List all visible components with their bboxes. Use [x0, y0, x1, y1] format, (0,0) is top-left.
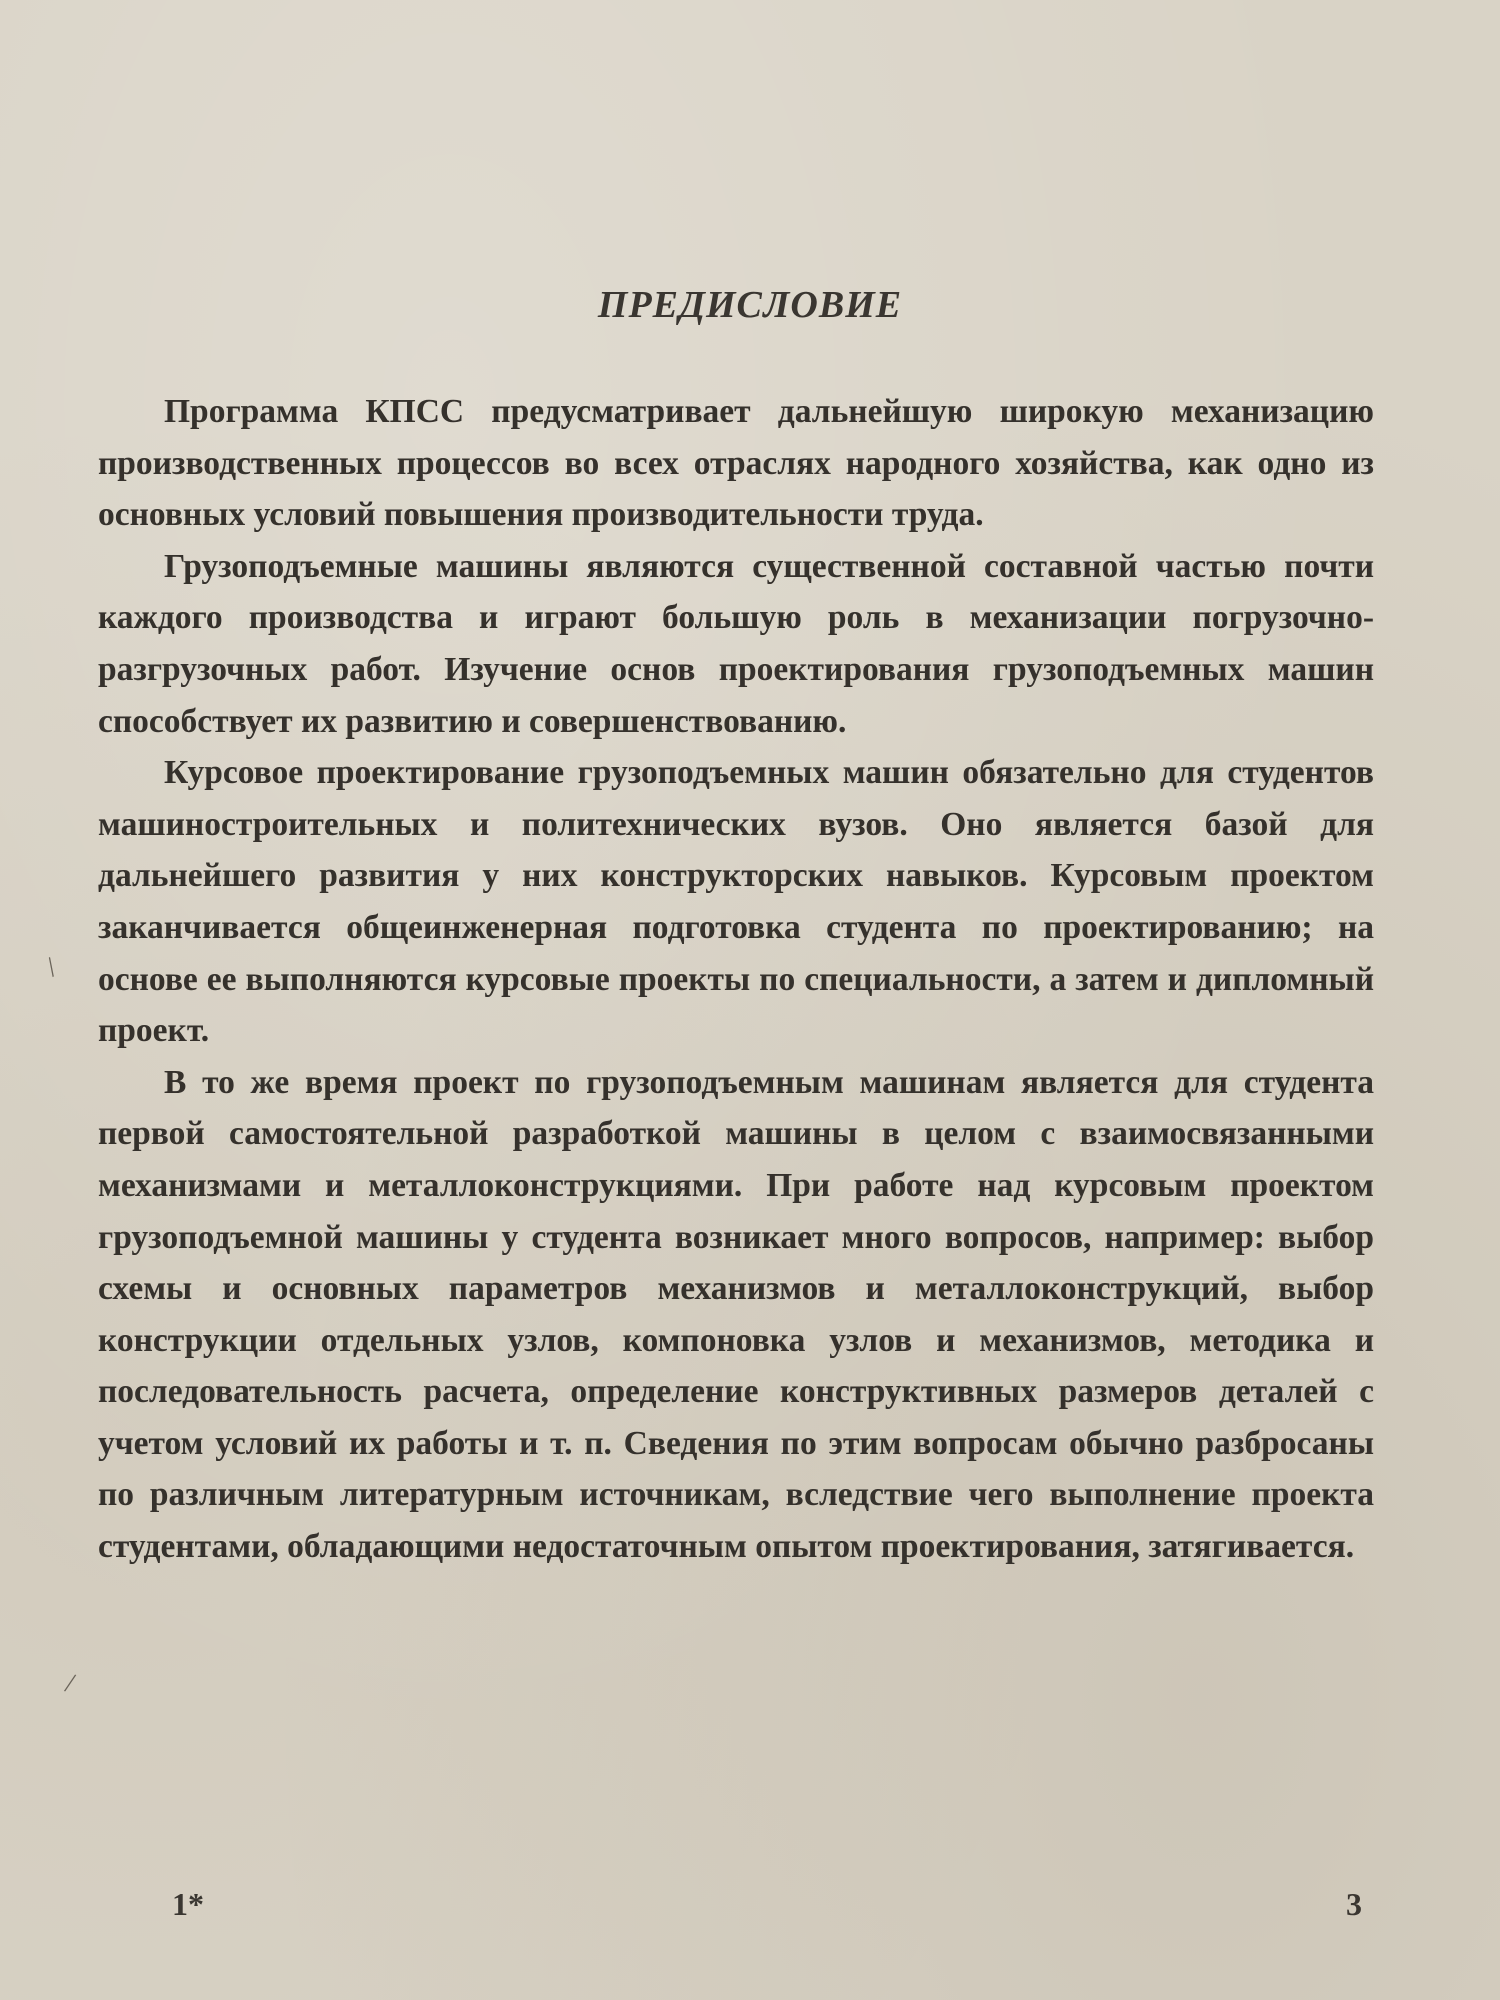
paragraph-4: В то же время проект по грузоподъемным машинам является для студента первой самостоятельной разработкой машины в целом с взаимосвязанными механизмами и металлоконструкциями. При работе над курсовым проектом грузоподъемной машины у студента возникает много вопросов, например: выбор схемы и основных параметров механизмов и металлоконструкций, выбор конструкции отдельных узлов, компоновка узлов и механизмов, методика и последовательность расчета, определение конструктивных размеров деталей с учетом условий их работы и т. п. Сведения по этим вопросам обычно разбросаны по различным литературным источникам, вследствие чего выполнение проекта студентами, обладающими недостаточным опытом проектирования, затягивается.	[98, 1063, 1374, 1566]
pencil-tick-mark: /	[62, 1667, 78, 1700]
signature-mark: 1*	[172, 1886, 204, 1922]
paragraph-1: Программа КПСС предусматривает дальнейшую широкую механизацию производственных процессов во всех отраслях народного хозяйства, как одно из основных условий повышения производительности труда.	[98, 393, 1374, 534]
paragraph-2: Грузоподъемные машины являются существенной составной частью почти каждого производства и играют большую роль в механизации погрузочно-разгрузочных работ. Изучение основ проектирования грузоподъемных машин способствует их развитию и совершенствованию.	[98, 547, 1374, 740]
page-number: 3	[1346, 1886, 1362, 1922]
pencil-tick-mark: /	[40, 952, 63, 983]
body-text	[98, 386, 1374, 1573]
paragraph-3: Курсовое проектирование грузоподъемных машин обязательно для студентов машиностроительных и политехнических вузов. Оно является базой для дальнейшего развития у них конструкторских навыков. Курсовым проектом заканчивается общеинженерная подготовка студента по проектированию; на основе ее выполняются курсовые проекты по специальности, а затем и дипломный проект.	[98, 754, 1374, 1050]
page-heading: ПРЕДИСЛОВИЕ	[597, 284, 903, 326]
